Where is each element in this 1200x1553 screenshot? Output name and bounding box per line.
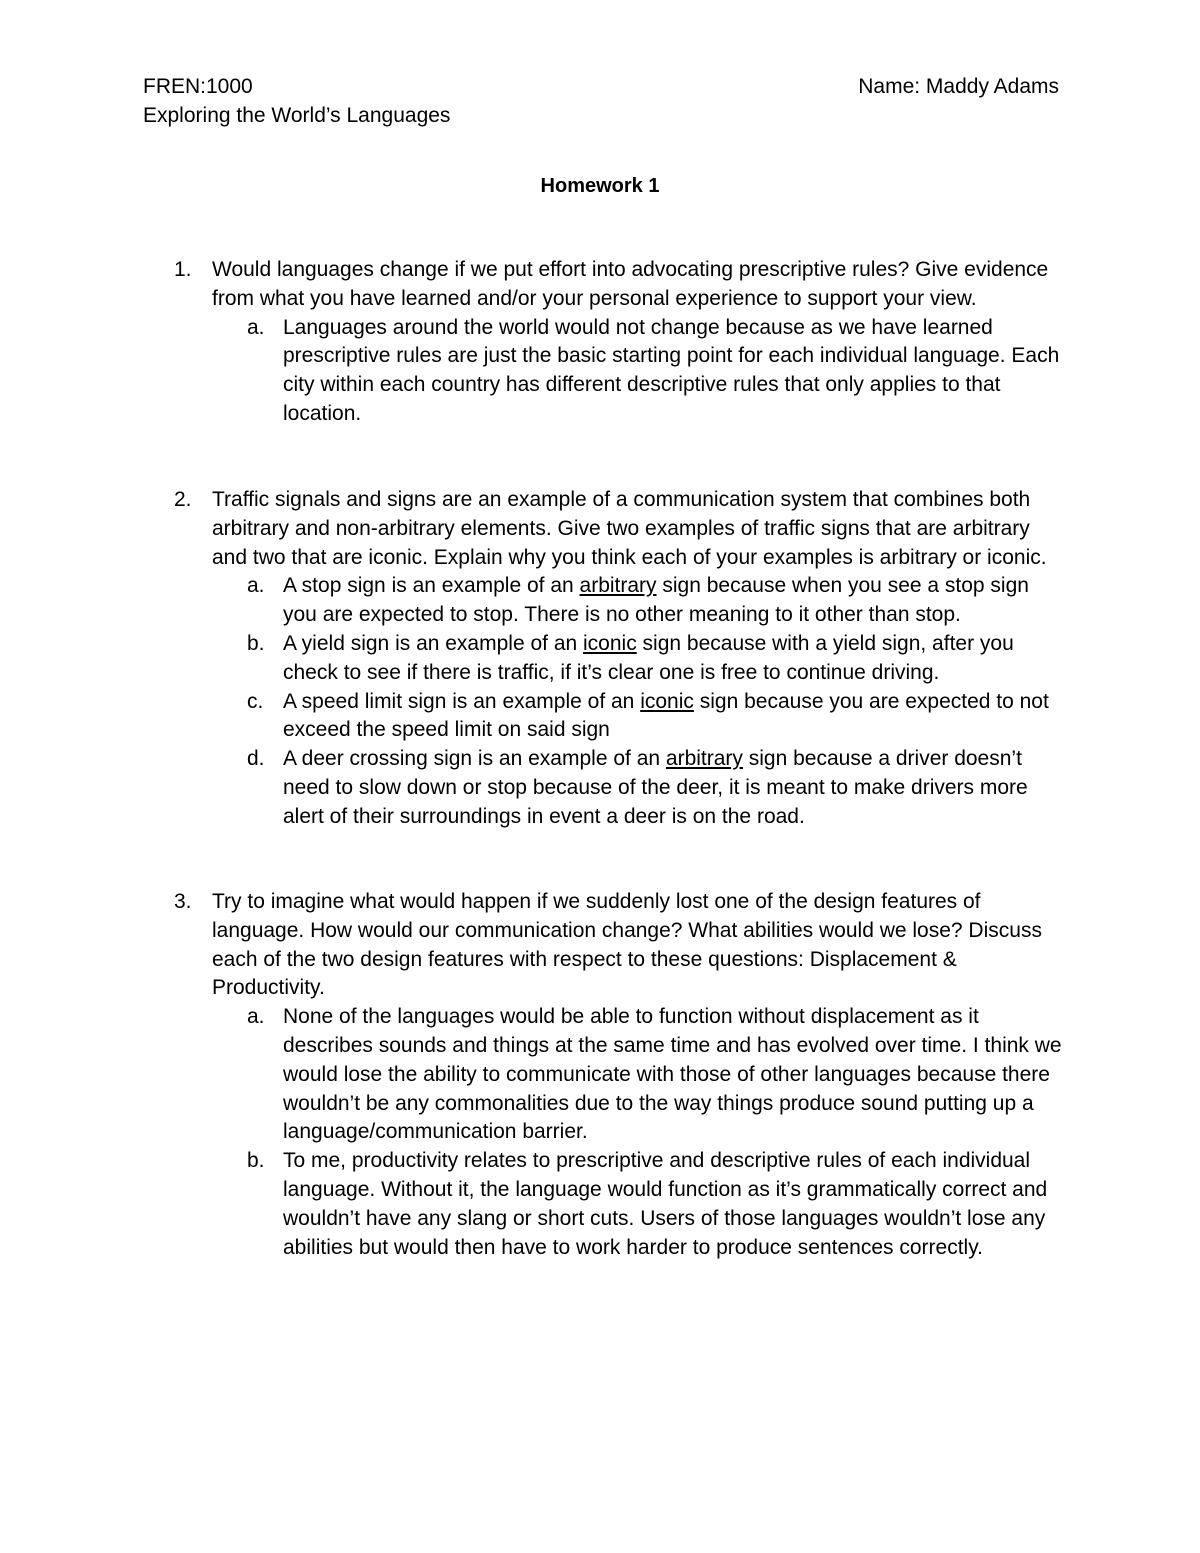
answer-text (283, 688, 1068, 746)
question-2 (0, 486, 1200, 832)
answer-text: Languages around the world would not change because as we have learned prescriptive rules are just the basic starting point for each individual language. Each city within each country has different descriptive rules that only applies to that location. (283, 315, 1060, 425)
answer-text: None of the languages would be able to function without displacement as it describes sounds and things at the same time and has evolved over time. I think we would lose the ability to communicate with those of other languages because there wouldn’t be any commonalities due to the way things produce sound putting up a language/communication barrier. (283, 1005, 1062, 1144)
question-3 (0, 888, 1200, 1262)
student-name: Name: Maddy Adams (858, 75, 1059, 98)
course-code: FREN:1000 (143, 75, 253, 98)
answer-label: a. (247, 574, 265, 598)
question-text: Try to imagine what would happen if we suddenly lost one of the design features of language. How would our communication change? What abilities would we lose? Discuss each of the two design features with respect to these questions: Displacement & Productivity. (212, 890, 1042, 1000)
answer-text-end: sign because you are expected to not exceed the speed limit on said sign (283, 689, 1049, 742)
answer-text-end: sign because a driver doesn’t need to slow down or stop because of the deer, it is meant to make drivers more alert of their surroundings in event a deer is on the road. (283, 747, 1028, 828)
homework-title: Homework 1 (540, 175, 660, 197)
underlined-term: iconic (640, 689, 694, 713)
question-1 (0, 256, 1200, 429)
answer-item (0, 688, 1200, 746)
answer-text (283, 630, 1068, 688)
underlined-term: arbitrary (579, 574, 657, 598)
answer-label: c. (247, 689, 264, 713)
answer-label: b. (247, 1149, 265, 1173)
question-text: Traffic signals and signs are an example of a communication system that combines both arbitrary and non-arbitrary elements. Give two examples of traffic signs that are arbitrary and two that are iconic. Explain why you think each of your examples is arbitrary or iconic. (212, 488, 1047, 569)
answer-item (0, 572, 1200, 630)
question-number: 2. (174, 488, 192, 511)
answer-text (283, 745, 1068, 831)
question-number: 3. (174, 890, 192, 913)
answer-text-start: A speed limit sign is an example of an (283, 689, 641, 713)
answer-text-start: A deer crossing sign is an example of an (283, 747, 666, 771)
underlined-term: arbitrary (665, 747, 743, 771)
question-number: 1. (174, 258, 192, 281)
answer-text-end: sign because when you see a stop sign you are expected to stop. There is no other meaning to it other than stop. (283, 574, 1029, 627)
answer-text-start: A stop sign is an example of an (283, 574, 580, 598)
answer-item (0, 314, 1200, 429)
answer-text-end: sign because with a yield sign, after you check to see if there is traffic, if it’s clear one is free to continue driving. (283, 631, 1014, 684)
answer-item (0, 1003, 1200, 1147)
answer-label: a. (247, 315, 265, 339)
answer-item (0, 1147, 1200, 1262)
course-name: Exploring the World’s Languages (143, 104, 451, 127)
answer-text: To me, productivity relates to prescriptive and descriptive rules of each individual language. Without it, the language would function as it’s grammatically correct and wouldn’t have any slang or short cuts. Users of those languages wouldn’t lose any abilities but would then have to work harder to produce sentences correctly. (283, 1149, 1048, 1259)
answer-label: d. (247, 747, 265, 771)
answer-item (0, 630, 1200, 688)
question-text: Would languages change if we put effort into advocating prescriptive rules? Give evidence from what you have learned and/or your personal experience to support your view. (212, 258, 1049, 310)
answer-item (0, 745, 1200, 831)
underlined-term: iconic (583, 631, 637, 655)
answer-text (283, 572, 1068, 630)
answer-label: a. (247, 1005, 265, 1029)
answer-text-start: A yield sign is an example of an (283, 631, 584, 655)
answer-label: b. (247, 631, 265, 655)
